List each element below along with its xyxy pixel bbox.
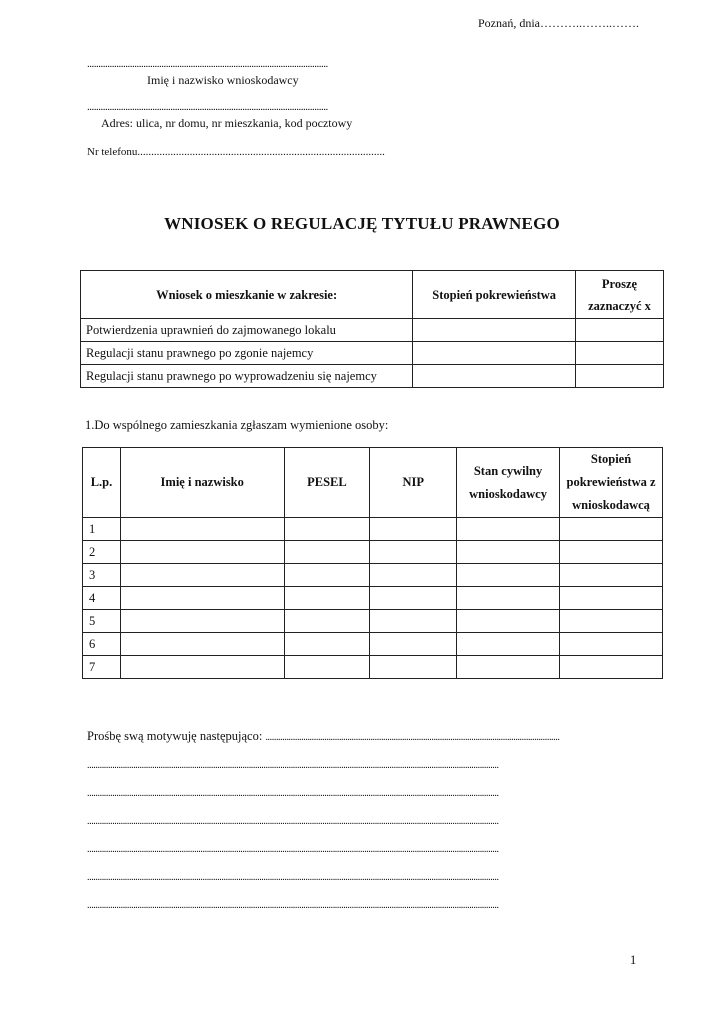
marital-status-cell[interactable]: [457, 518, 560, 541]
applicant-name-field: ...........................................................................................................: [87, 58, 328, 70]
relationship-cell[interactable]: [413, 342, 576, 365]
row-number: 2: [83, 541, 121, 564]
nip-cell[interactable]: [370, 633, 457, 656]
motivation-input-line[interactable]: ............................................................................................................................................: [265, 732, 560, 743]
pesel-cell[interactable]: [284, 518, 370, 541]
table-row: [83, 656, 663, 679]
table-row: [81, 342, 664, 365]
page-number: 1: [630, 953, 637, 967]
persons-table: [82, 447, 663, 679]
nip-cell[interactable]: [370, 541, 457, 564]
motivation-label: Prośbę swą motywuję następująco:: [87, 729, 263, 743]
persons-table-header: [83, 448, 663, 518]
motivation-block: [87, 729, 559, 744]
name-cell[interactable]: [120, 610, 284, 633]
table-row: [81, 365, 664, 388]
name-column-header: Imię i nazwisko: [120, 448, 284, 518]
mark-cell[interactable]: [576, 342, 664, 365]
phone-field: Nr telefonu..........................................................................................: [87, 146, 385, 158]
motivation-input-line[interactable]: ....................................................................................................................................................................................................: [87, 760, 499, 771]
marital-status-cell[interactable]: [457, 656, 560, 679]
section-1-label: 1.Do wspólnego zamieszkania zgłaszam wymienione osoby:: [85, 418, 389, 432]
nip-cell[interactable]: [370, 656, 457, 679]
pesel-cell[interactable]: [284, 541, 370, 564]
table-row: [83, 633, 663, 656]
marital-status-column-header: Stan cywilny wnioskodawcy: [457, 448, 560, 518]
relationship-cell[interactable]: [560, 610, 663, 633]
row-number: 1: [83, 518, 121, 541]
row-number: 5: [83, 610, 121, 633]
name-cell[interactable]: [120, 541, 284, 564]
marital-status-cell[interactable]: [457, 541, 560, 564]
date-line: Poznań, dnia………..……..…….: [478, 16, 639, 30]
scope-option-label: Regulacji stanu prawnego po wyprowadzeniu się najemcy: [81, 365, 413, 388]
pesel-column-header: PESEL: [284, 448, 370, 518]
mark-cell[interactable]: [576, 319, 664, 342]
pesel-cell[interactable]: [284, 564, 370, 587]
motivation-input-line[interactable]: ....................................................................................................................................................................................................: [87, 788, 499, 799]
row-number: 4: [83, 587, 121, 610]
name-cell[interactable]: [120, 518, 284, 541]
address-caption: Adres: ulica, nr domu, nr mieszkania, kod pocztowy: [101, 116, 353, 130]
relationship-cell[interactable]: [560, 564, 663, 587]
relationship-cell[interactable]: [560, 656, 663, 679]
applicant-name-caption: Imię i nazwisko wnioskodawcy: [147, 73, 299, 87]
motivation-input-line[interactable]: ....................................................................................................................................................................................................: [87, 900, 499, 911]
marital-status-cell[interactable]: [457, 564, 560, 587]
scope-table-header: [81, 271, 664, 319]
document-title: WNIOSEK O REGULACJĘ TYTUŁU PRAWNEGO: [164, 214, 560, 233]
table-row: [83, 518, 663, 541]
nip-column-header: NIP: [370, 448, 457, 518]
pesel-cell[interactable]: [284, 633, 370, 656]
table-row: [83, 610, 663, 633]
marital-status-cell[interactable]: [457, 633, 560, 656]
relationship-cell[interactable]: [560, 518, 663, 541]
name-cell[interactable]: [120, 587, 284, 610]
row-number: 6: [83, 633, 121, 656]
scope-column-header: Wniosek o mieszkanie w zakresie:: [81, 271, 413, 319]
table-row: [83, 541, 663, 564]
table-row: [83, 587, 663, 610]
motivation-input-line[interactable]: ....................................................................................................................................................................................................: [87, 872, 499, 883]
pesel-cell[interactable]: [284, 610, 370, 633]
relationship-column-header: Stopień pokrewieństwa z wnioskodawcą: [560, 448, 663, 518]
relationship-cell[interactable]: [560, 633, 663, 656]
scope-option-label: Potwierdzenia uprawnień do zajmowanego lokalu: [81, 319, 413, 342]
pesel-cell[interactable]: [284, 587, 370, 610]
pesel-cell[interactable]: [284, 656, 370, 679]
relationship-cell[interactable]: [413, 319, 576, 342]
table-row: [81, 319, 664, 342]
relationship-column-header: Stopień pokrewieństwa: [413, 271, 576, 319]
motivation-input-line[interactable]: ....................................................................................................................................................................................................: [87, 844, 499, 855]
row-number: 7: [83, 656, 121, 679]
mark-column-header: Proszę zaznaczyć x: [576, 271, 664, 319]
table-row: [83, 564, 663, 587]
marital-status-cell[interactable]: [457, 587, 560, 610]
scope-table: [80, 270, 664, 388]
name-cell[interactable]: [120, 656, 284, 679]
lp-column-header: L.p.: [83, 448, 121, 518]
nip-cell[interactable]: [370, 610, 457, 633]
nip-cell[interactable]: [370, 518, 457, 541]
nip-cell[interactable]: [370, 587, 457, 610]
scope-option-label: Regulacji stanu prawnego po zgonie najemcy: [81, 342, 413, 365]
name-cell[interactable]: [120, 564, 284, 587]
marital-status-cell[interactable]: [457, 610, 560, 633]
name-cell[interactable]: [120, 633, 284, 656]
relationship-cell[interactable]: [560, 541, 663, 564]
motivation-input-line[interactable]: ....................................................................................................................................................................................................: [87, 816, 499, 827]
relationship-cell[interactable]: [413, 365, 576, 388]
relationship-cell[interactable]: [560, 587, 663, 610]
row-number: 3: [83, 564, 121, 587]
mark-cell[interactable]: [576, 365, 664, 388]
address-field: ...........................................................................................................: [87, 101, 328, 113]
nip-cell[interactable]: [370, 564, 457, 587]
